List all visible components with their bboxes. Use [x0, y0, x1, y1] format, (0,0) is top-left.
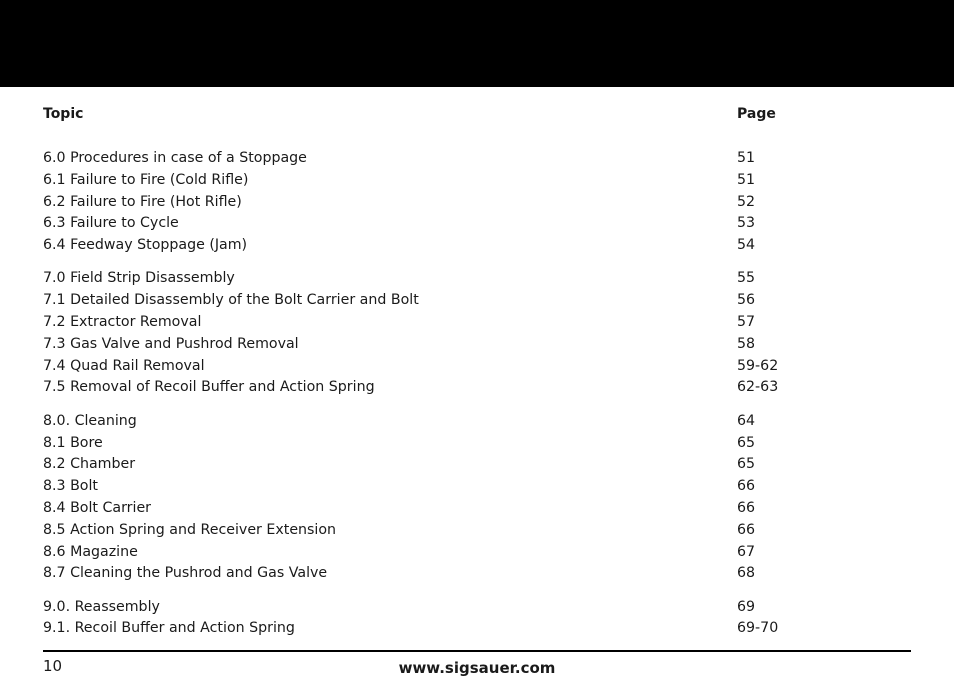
toc-entry — [43, 411, 911, 433]
toc-entry-page: 66 — [737, 499, 756, 516]
toc-entry-topic: 8.7 Cleaning the Pushrod and Gas Valve — [43, 565, 328, 582]
toc-entry-topic: 6.3 Failure to Cycle — [43, 215, 179, 232]
toc-entry — [43, 542, 911, 564]
toc-entry-topic: 8.2 Chamber — [43, 456, 136, 473]
toc-entry-topic: 7.0 Field Strip Disassembly — [43, 270, 235, 287]
toc-entry — [43, 618, 911, 640]
toc-entry-page: 66 — [737, 478, 756, 495]
toc-group — [43, 268, 911, 399]
toc-entry-page: 51 — [737, 150, 756, 166]
toc-group — [43, 148, 911, 257]
toc-group — [43, 597, 911, 641]
toc-entry — [43, 476, 911, 498]
toc-entry-topic: 7.3 Gas Valve and Pushrod Removal — [43, 335, 299, 352]
toc-entry-topic: 8.3 Bolt — [43, 478, 98, 495]
toc-entry-page: 57 — [737, 314, 756, 331]
website-url[interactable]: www.sigsauer.com — [398, 659, 556, 677]
toc-entry-page: 65 — [737, 456, 756, 473]
toc-entry — [43, 433, 911, 455]
toc-entry — [43, 498, 911, 520]
toc-entry-topic: 9.1. Recoil Buffer and Action Spring — [43, 620, 295, 637]
toc-entry — [43, 377, 911, 399]
toc-entry-page: 64 — [737, 412, 756, 429]
toc-entry — [43, 520, 911, 542]
toc-entry-page: 69-70 — [737, 620, 779, 637]
toc-entry-page: 68 — [737, 565, 756, 582]
toc-group — [43, 411, 911, 585]
toc-entry-topic: 7.5 Removal of Recoil Buffer and Action Spring — [43, 379, 375, 396]
toc-entry — [43, 290, 911, 312]
table-of-contents — [43, 148, 911, 652]
toc-entry-topic: 8.4 Bolt Carrier — [43, 499, 152, 516]
toc-entry-page: 66 — [737, 521, 756, 538]
toc-entry-page: 59-62 — [737, 357, 779, 374]
toc-entry-page: 62-63 — [737, 379, 779, 396]
page-column-header: Page — [737, 106, 776, 122]
toc-entry — [43, 597, 911, 619]
footer-rule — [43, 650, 911, 652]
toc-entry-page: 67 — [737, 543, 756, 560]
topic-column-header: Topic — [43, 106, 84, 122]
toc-entry-topic: 8.5 Action Spring and Receiver Extension — [43, 521, 337, 538]
toc-entry-page: 53 — [737, 215, 756, 232]
page-number: 10 — [43, 657, 63, 675]
toc-entry-page: 51 — [737, 171, 756, 188]
toc-entry-topic: 6.1 Failure to Fire (Cold Rifle) — [43, 171, 249, 188]
header-bar — [0, 0, 954, 87]
toc-entry-page: 55 — [737, 270, 756, 287]
toc-entry-page: 56 — [737, 292, 756, 309]
toc-entry-page: 69 — [737, 598, 756, 615]
toc-entry-topic: 6.2 Failure to Fire (Hot Rifle) — [43, 193, 242, 210]
toc-entry-topic: 7.1 Detailed Disassembly of the Bolt Carrier and Bolt — [43, 292, 419, 309]
toc-entry-page: 65 — [737, 434, 756, 451]
toc-entry-topic: 6.4 Feedway Stoppage (Jam) — [43, 237, 248, 254]
toc-entry-topic: 9.0. Reassembly — [43, 598, 160, 615]
toc-entry-page: 54 — [737, 237, 756, 254]
toc-entry — [43, 563, 911, 585]
toc-entry — [43, 334, 911, 356]
toc-entry — [43, 213, 911, 235]
toc-entry — [43, 235, 911, 257]
toc-entry — [43, 356, 911, 378]
toc-entry-page: 58 — [737, 335, 756, 352]
toc-entry — [43, 454, 911, 476]
toc-entry — [43, 148, 911, 170]
toc-entry-topic: 8.6 Magazine — [43, 543, 138, 560]
toc-entry-topic: 8.0. Cleaning — [43, 412, 137, 429]
toc-entry-topic: 8.1 Bore — [43, 434, 103, 451]
toc-entry — [43, 312, 911, 334]
toc-entry-topic: 7.4 Quad Rail Removal — [43, 357, 205, 374]
toc-entry — [43, 268, 911, 290]
toc-entry-topic: 6.0 Procedures in case of a Stoppage — [43, 150, 307, 166]
toc-entry-page: 52 — [737, 193, 756, 210]
toc-entry-topic: 7.2 Extractor Removal — [43, 314, 202, 331]
toc-entry — [43, 192, 911, 214]
toc-entry — [43, 170, 911, 192]
